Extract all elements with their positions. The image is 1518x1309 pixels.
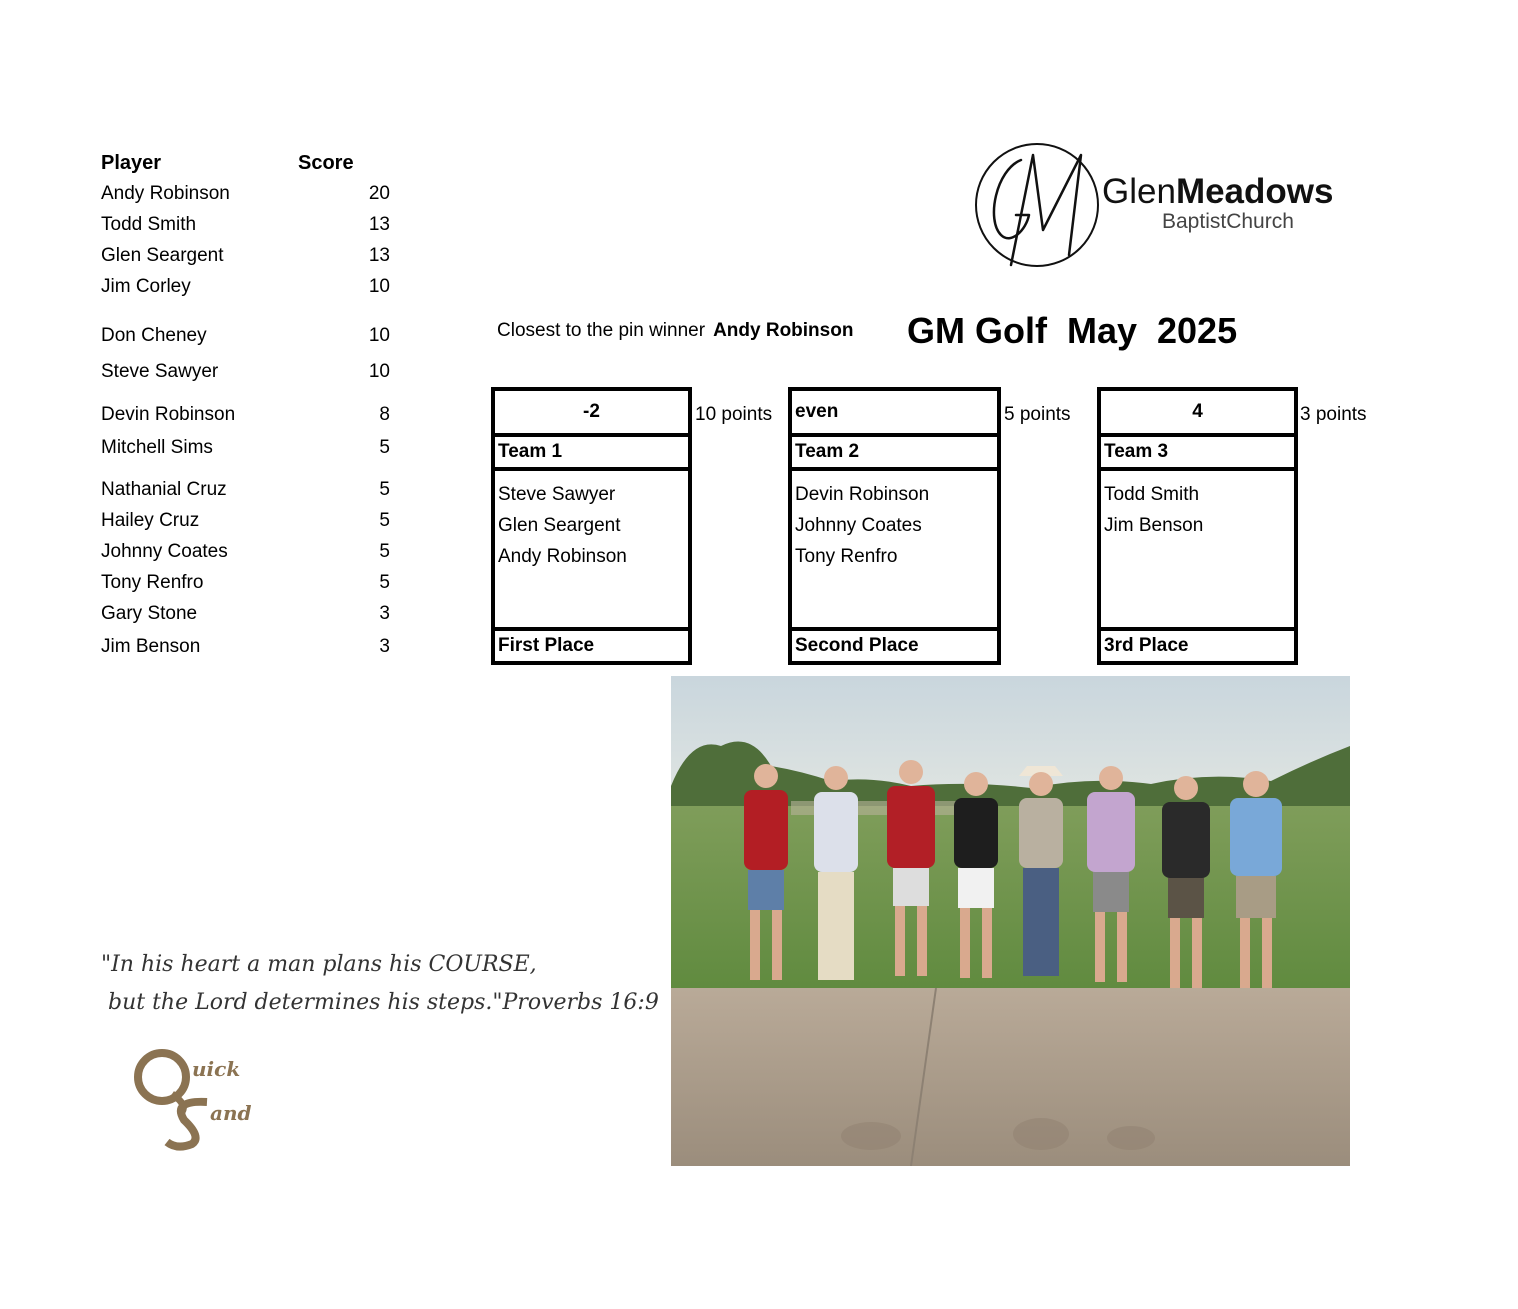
team-member: Johnny Coates — [795, 515, 922, 536]
team-members — [1104, 479, 1203, 541]
closest-pin-winner: Andy Robinson — [713, 320, 854, 341]
team-box-2 — [788, 387, 1001, 665]
team-member: Tony Renfro — [795, 546, 898, 567]
brand-glen: Glen — [1102, 172, 1176, 211]
player-score: 5 — [379, 541, 390, 562]
team-member: Glen Seargent — [498, 515, 621, 536]
player-score: 10 — [368, 276, 390, 297]
player-name: Tony Renfro — [101, 572, 204, 593]
team-place: 3rd Place — [1101, 627, 1294, 661]
team-place: Second Place — [792, 627, 997, 661]
team-member: Andy Robinson — [498, 546, 627, 567]
player-score: 3 — [379, 636, 390, 657]
player-name: Don Cheney — [101, 325, 207, 346]
player-name: Jim Benson — [101, 636, 201, 657]
gm-monogram-icon — [981, 140, 1093, 270]
team-member: Todd Smith — [1104, 484, 1200, 505]
player-score: 5 — [379, 572, 390, 593]
player-name: Gary Stone — [101, 603, 198, 624]
quicksand-text-2: and — [210, 1101, 252, 1125]
player-score: 8 — [379, 404, 390, 425]
player-score: 5 — [379, 479, 390, 500]
brand-meadows: Meadows — [1175, 172, 1334, 211]
player-name: Todd Smith — [101, 214, 197, 235]
team-score: even — [792, 391, 997, 437]
player-name: Jim Corley — [101, 276, 191, 297]
team-member: Steve Sawyer — [498, 484, 616, 505]
quicksand-logo-icon — [132, 1042, 272, 1152]
verse-line-2: but the Lord determines his steps."Proverbs 16:9 — [108, 990, 659, 1015]
player-score: 13 — [368, 245, 390, 266]
player-name: Glen Seargent — [101, 245, 224, 266]
team-box-3 — [1097, 387, 1298, 665]
brand-subtitle: BaptistChurch — [1162, 210, 1294, 233]
player-name: Hailey Cruz — [101, 510, 200, 531]
player-name: Devin Robinson — [101, 404, 236, 425]
brand-name — [1102, 172, 1333, 212]
player-name: Andy Robinson — [101, 183, 230, 204]
player-score: 20 — [368, 183, 390, 204]
group-photo — [671, 676, 1350, 1166]
score-header: Score — [298, 152, 354, 174]
team-name: Team 1 — [495, 437, 688, 471]
team-name: Team 2 — [792, 437, 997, 471]
player-score: 5 — [379, 437, 390, 458]
player-score: 13 — [368, 214, 390, 235]
team-member: Devin Robinson — [795, 484, 930, 505]
team-members — [795, 479, 929, 572]
team-points: 5 points — [1004, 404, 1071, 425]
team-box-1 — [491, 387, 692, 665]
team-members — [498, 479, 627, 572]
closest-pin-label: Closest to the pin winner — [497, 320, 706, 341]
player-score: 3 — [379, 603, 390, 624]
golf-group-photo-image — [671, 676, 1350, 1166]
player-name: Mitchell Sims — [101, 437, 213, 458]
player-name: Nathanial Cruz — [101, 479, 227, 500]
player-name: Steve Sawyer — [101, 361, 219, 382]
team-score: 4 — [1101, 391, 1294, 437]
team-points: 10 points — [695, 404, 773, 425]
player-score: 10 — [368, 361, 390, 382]
team-member: Jim Benson — [1104, 515, 1204, 536]
closest-pin — [497, 320, 853, 342]
team-points: 3 points — [1300, 404, 1367, 425]
player-score: 5 — [379, 510, 390, 531]
team-place: First Place — [495, 627, 688, 661]
team-score: -2 — [495, 391, 688, 437]
event-title: GM Golf May 2025 — [907, 310, 1238, 351]
player-header: Player — [101, 152, 162, 174]
verse-line-1: "In his heart a man plans his COURSE, — [101, 952, 537, 977]
team-name: Team 3 — [1101, 437, 1294, 471]
player-score: 10 — [368, 325, 390, 346]
player-name: Johnny Coates — [101, 541, 228, 562]
quicksand-text-1: uick — [192, 1057, 241, 1081]
